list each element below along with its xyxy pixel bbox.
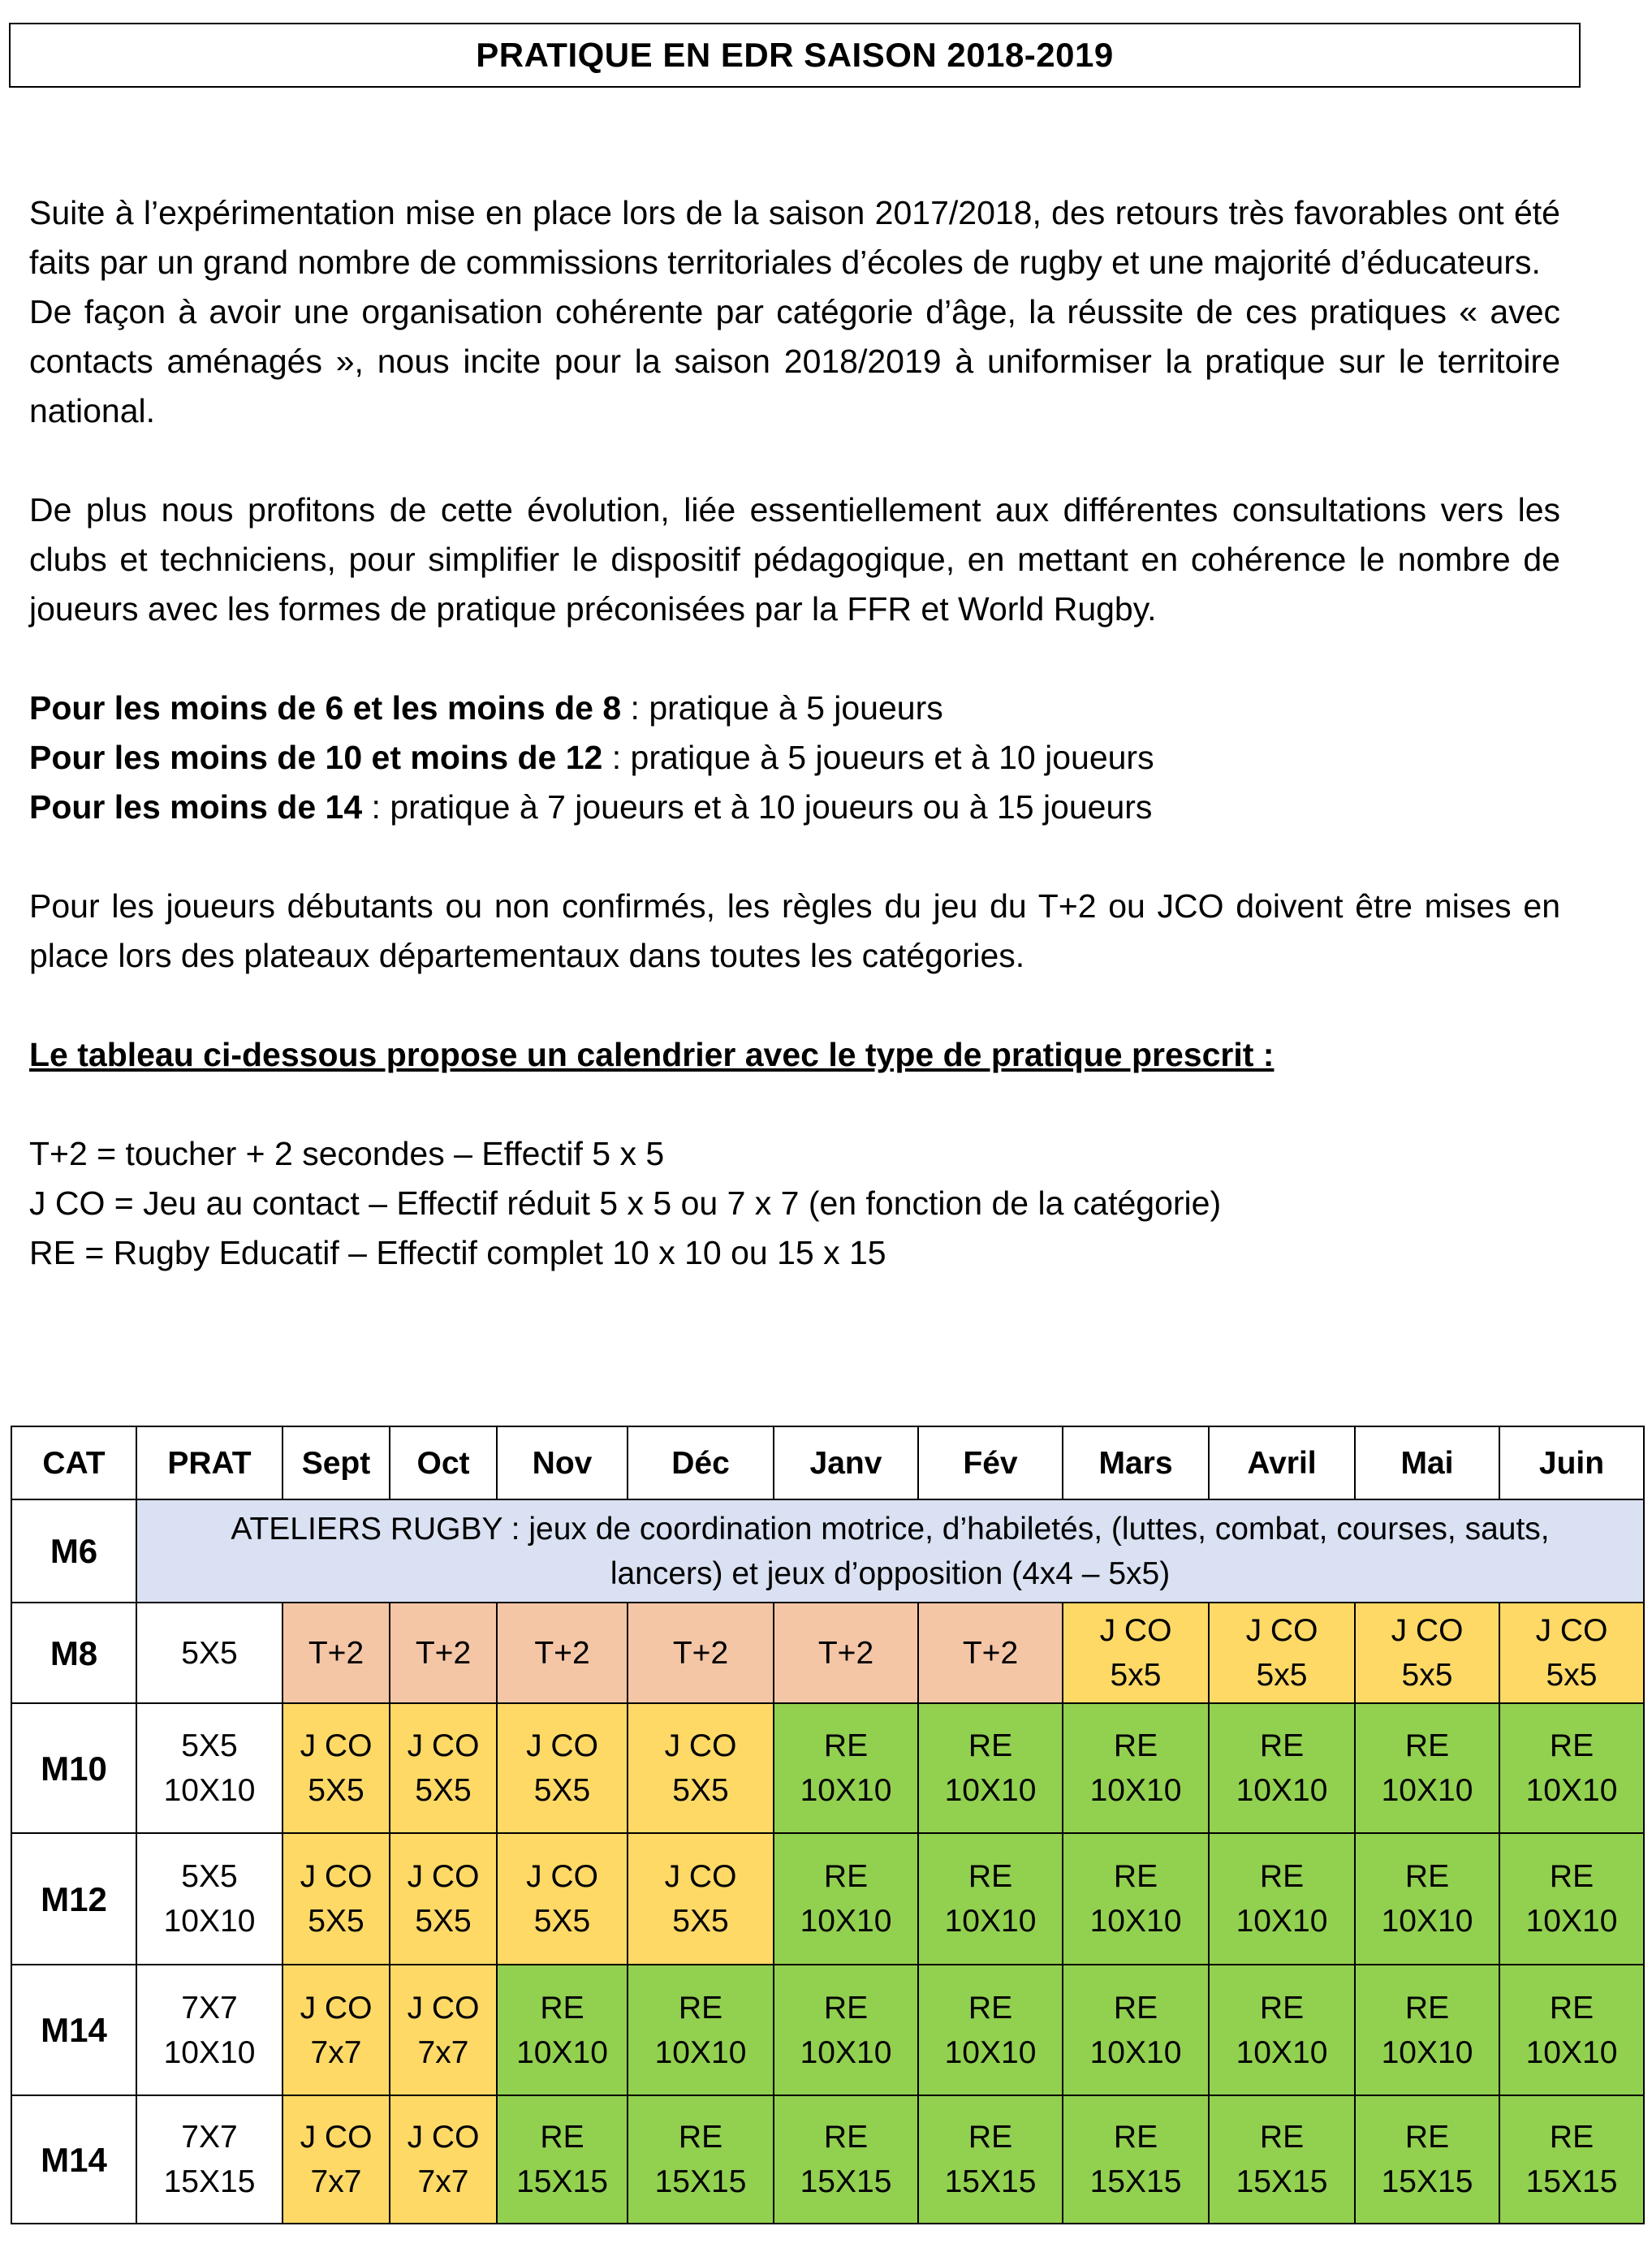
practice-cell-line: 15X15 bbox=[800, 2164, 892, 2199]
practice-format-line: 5X5 bbox=[181, 1859, 238, 1894]
month-practice-cell bbox=[1063, 1833, 1209, 1965]
practice-format-cell bbox=[136, 2095, 283, 2224]
header-cell: PRAT bbox=[136, 1426, 283, 1499]
practice-cell-line: RE bbox=[1259, 1728, 1305, 1763]
practice-cell-line: 5X5 bbox=[533, 1904, 591, 1939]
practice-cell-line: 5X5 bbox=[672, 1773, 729, 1808]
month-practice-cell bbox=[390, 1965, 497, 2095]
practice-cell-line: RE bbox=[823, 2120, 869, 2155]
ateliers-line: ATELIERS RUGBY : jeux de coordination motrice, d’habiletés, (luttes, combat, courses, sauts, bbox=[231, 1511, 1550, 1547]
document-title-box bbox=[9, 23, 1581, 88]
header-cell: Sept bbox=[283, 1426, 390, 1499]
practice-cell-line: RE bbox=[1113, 1859, 1158, 1894]
month-practice-cell bbox=[1209, 2095, 1355, 2224]
practice-cell-line: J CO bbox=[407, 1990, 480, 2026]
month-practice-cell bbox=[774, 1965, 918, 2095]
practice-format-line: 7X7 bbox=[181, 1990, 238, 2026]
month-practice-cell bbox=[774, 1833, 918, 1965]
month-practice-cell bbox=[1355, 1833, 1499, 1965]
practice-cell-line: 10X10 bbox=[516, 2034, 608, 2070]
practice-cell-line: 5x5 bbox=[1256, 1658, 1308, 1693]
practice-cell-line: J CO bbox=[300, 1728, 373, 1763]
month-practice-cell bbox=[628, 2095, 774, 2224]
practice-cell-line: RE bbox=[1549, 2120, 1594, 2155]
month-practice-cell bbox=[283, 1833, 390, 1965]
category-cell: M12 bbox=[11, 1833, 136, 1965]
month-practice-cell bbox=[1355, 1603, 1499, 1703]
practice-cell-line: 10X10 bbox=[1089, 2034, 1182, 2070]
month-practice-cell bbox=[1499, 1965, 1644, 2095]
month-practice-cell bbox=[390, 1833, 497, 1965]
practice-cell-line: RE bbox=[968, 1990, 1013, 2026]
practice-cell-line: 10X10 bbox=[944, 2034, 1037, 2070]
month-practice-cell bbox=[1209, 1603, 1355, 1703]
header-cell: Nov bbox=[497, 1426, 628, 1499]
paragraph-organisation: De façon à avoir une organisation cohérente par catégorie d’âge, la réussite de ces pratiques « avec contacts aménagés », nous incite pour la saison 2018/2019 à uniformiser la pratique sur le territoire national. bbox=[29, 293, 1560, 429]
paragraph-evolution: De plus nous profitons de cette évolution, liée essentiellement aux différentes consultations vers les clubs et techniciens, pour simplifier le dispositif pédagogique, en mettant en cohérence le nombre de joueurs avec les formes de pratique préconisées par la FFR et World Rugby. bbox=[29, 491, 1560, 628]
month-practice-cell bbox=[1063, 1603, 1209, 1703]
month-practice-cell bbox=[774, 1703, 918, 1833]
practice-cell-line: J CO bbox=[407, 1859, 480, 1894]
practice-cell-line: RE bbox=[1404, 1990, 1450, 2026]
practice-format-cell bbox=[136, 1965, 283, 2095]
practice-cell-line: J CO bbox=[300, 1859, 373, 1894]
month-practice-cell bbox=[774, 2095, 918, 2224]
practice-cell-line: T+2 bbox=[672, 1635, 729, 1671]
month-practice-cell bbox=[628, 1965, 774, 2095]
month-practice-cell bbox=[283, 1965, 390, 2095]
practice-cell-line: 5X5 bbox=[308, 1773, 364, 1808]
practice-cell-line: 10X10 bbox=[1525, 1773, 1618, 1808]
practice-cell-line: 10X10 bbox=[1089, 1904, 1182, 1939]
practice-cell-line: RE bbox=[968, 1859, 1013, 1894]
practice-cell-line: 10X10 bbox=[1381, 1904, 1473, 1939]
table-row-m14 bbox=[11, 1965, 1644, 2095]
practice-cell-line: RE bbox=[540, 2120, 584, 2155]
practice-cell-line: 15X15 bbox=[1525, 2164, 1618, 2199]
month-practice-cell bbox=[1499, 1603, 1644, 1703]
rule-label: Pour les moins de 14 bbox=[29, 788, 363, 826]
practice-cell-line: 10X10 bbox=[1236, 1773, 1328, 1808]
practice-cell-line: RE bbox=[1549, 1859, 1594, 1894]
rule-line bbox=[29, 684, 1560, 733]
practice-cell-line: RE bbox=[1549, 1728, 1594, 1763]
practice-cell-line: 5X5 bbox=[672, 1904, 729, 1939]
practice-cell-line: 5X5 bbox=[533, 1773, 591, 1808]
practice-cell-line: 10X10 bbox=[1525, 2034, 1618, 2070]
rule-label: Pour les moins de 6 et les moins de 8 bbox=[29, 689, 622, 727]
practice-cell-line: 10X10 bbox=[1525, 1904, 1618, 1939]
practice-cell-line: 5x5 bbox=[1401, 1658, 1453, 1693]
category-cell: M14 bbox=[11, 1965, 136, 2095]
practice-format-cell bbox=[136, 1603, 283, 1703]
rule-text: : pratique à 5 joueurs et à 10 joueurs bbox=[602, 739, 1154, 776]
practice-cell-line: 10X10 bbox=[1381, 2034, 1473, 2070]
category-cell: M6 bbox=[11, 1499, 136, 1603]
rule-line bbox=[29, 733, 1560, 783]
month-practice-cell bbox=[1499, 2095, 1644, 2224]
month-practice-cell bbox=[390, 1703, 497, 1833]
practice-cell-line: RE bbox=[678, 1990, 723, 2026]
header-cell: Déc bbox=[628, 1426, 774, 1499]
practice-cell-line: RE bbox=[1259, 2120, 1305, 2155]
month-practice-cell bbox=[497, 1833, 628, 1965]
table-intro-heading: Le tableau ci-dessous propose un calendrier avec le type de pratique prescrit : bbox=[29, 1036, 1275, 1073]
practice-cell-line: J CO bbox=[1099, 1613, 1172, 1648]
practice-cell-line: 15X15 bbox=[1381, 2164, 1473, 2199]
practice-cell-line: RE bbox=[1259, 1990, 1305, 2026]
ateliers-rugby-cell bbox=[136, 1499, 1644, 1603]
practice-cell-line: RE bbox=[1549, 1990, 1594, 2026]
header-cell: Mars bbox=[1063, 1426, 1209, 1499]
month-practice-cell bbox=[1063, 1965, 1209, 2095]
practice-cell-line: RE bbox=[1259, 1859, 1305, 1894]
practice-format-cell bbox=[136, 1833, 283, 1965]
month-practice-cell bbox=[1209, 1833, 1355, 1965]
rule-text: : pratique à 5 joueurs bbox=[621, 689, 943, 727]
category-cell: M14 bbox=[11, 2095, 136, 2224]
month-practice-cell bbox=[1355, 1965, 1499, 2095]
month-practice-cell bbox=[283, 1603, 390, 1703]
practice-cell-line: J CO bbox=[664, 1728, 737, 1763]
body-text bbox=[29, 188, 1560, 1278]
practice-cell-line: 5X5 bbox=[308, 1904, 364, 1939]
header-cell: Fév bbox=[918, 1426, 1063, 1499]
month-practice-cell bbox=[1209, 1965, 1355, 2095]
table-row-m14 bbox=[11, 2095, 1644, 2224]
practice-cell-line: T+2 bbox=[308, 1635, 364, 1671]
practice-cell-line: 5x5 bbox=[1110, 1658, 1162, 1693]
month-practice-cell bbox=[918, 1703, 1063, 1833]
practice-cell-line: J CO bbox=[1535, 1613, 1608, 1648]
practice-format-line: 10X10 bbox=[163, 1904, 256, 1939]
practice-cell-line: RE bbox=[1113, 1728, 1158, 1763]
month-practice-cell bbox=[628, 1703, 774, 1833]
rule-line bbox=[29, 783, 1560, 832]
rule-text: : pratique à 7 joueurs et à 10 joueurs ou à 15 joueurs bbox=[362, 788, 1153, 826]
table-header-row bbox=[11, 1426, 1644, 1499]
month-practice-cell bbox=[390, 1603, 497, 1703]
practice-cell-line: 10X10 bbox=[800, 1773, 892, 1808]
practice-cell-line: 5x5 bbox=[1546, 1658, 1598, 1693]
practice-cell-line: RE bbox=[823, 1728, 869, 1763]
month-practice-cell bbox=[628, 1833, 774, 1965]
practice-cell-line: RE bbox=[1404, 1859, 1450, 1894]
month-practice-cell bbox=[918, 1965, 1063, 2095]
practice-cell-line: J CO bbox=[1391, 1613, 1464, 1648]
rule-label: Pour les moins de 10 et moins de 12 bbox=[29, 739, 603, 776]
header-cell: Avril bbox=[1209, 1426, 1355, 1499]
month-practice-cell bbox=[497, 2095, 628, 2224]
month-practice-cell bbox=[918, 2095, 1063, 2224]
practice-format-line: 7X7 bbox=[181, 2120, 238, 2155]
header-cell: Mai bbox=[1355, 1426, 1499, 1499]
month-practice-cell bbox=[918, 1603, 1063, 1703]
practice-format-line: 5X5 bbox=[181, 1635, 238, 1671]
header-cell: Janv bbox=[774, 1426, 918, 1499]
practice-cell-line: 5X5 bbox=[415, 1904, 472, 1939]
month-practice-cell bbox=[774, 1603, 918, 1703]
practice-cell-line: J CO bbox=[526, 1728, 598, 1763]
month-practice-cell bbox=[497, 1603, 628, 1703]
practice-format-line: 15X15 bbox=[163, 2164, 256, 2199]
month-practice-cell bbox=[918, 1833, 1063, 1965]
header-cell: Oct bbox=[390, 1426, 497, 1499]
practice-cell-line: RE bbox=[1404, 1728, 1450, 1763]
month-practice-cell bbox=[1499, 1703, 1644, 1833]
practice-cell-line: 5X5 bbox=[415, 1773, 472, 1808]
month-practice-cell bbox=[1355, 2095, 1499, 2224]
practice-cell-line: 10X10 bbox=[654, 2034, 747, 2070]
practice-cell-line: J CO bbox=[664, 1859, 737, 1894]
practice-format-line: 5X5 bbox=[181, 1728, 238, 1763]
practice-calendar-table bbox=[11, 1426, 1645, 2224]
month-practice-cell bbox=[283, 2095, 390, 2224]
month-practice-cell bbox=[1499, 1833, 1644, 1965]
practice-format-line: 10X10 bbox=[163, 2034, 256, 2070]
table-row-m12 bbox=[11, 1833, 1644, 1965]
practice-cell-line: T+2 bbox=[962, 1635, 1019, 1671]
practice-cell-line: RE bbox=[540, 1990, 584, 2026]
legend-line: J CO = Jeu au contact – Effectif réduit 5 x 5 ou 7 x 7 (en fonction de la catégorie) bbox=[29, 1184, 1222, 1222]
practice-cell-line: RE bbox=[823, 1859, 869, 1894]
practice-cell-line: J CO bbox=[1245, 1613, 1318, 1648]
table-row-m8 bbox=[11, 1603, 1644, 1703]
practice-cell-line: 10X10 bbox=[944, 1904, 1037, 1939]
practice-cell-line: T+2 bbox=[534, 1635, 590, 1671]
month-practice-cell bbox=[1209, 1703, 1355, 1833]
month-practice-cell bbox=[390, 2095, 497, 2224]
practice-cell-line: 7x7 bbox=[310, 2164, 362, 2199]
practice-cell-line: 7x7 bbox=[417, 2034, 469, 2070]
practice-cell-line: 15X15 bbox=[944, 2164, 1037, 2199]
month-practice-cell bbox=[1063, 2095, 1209, 2224]
category-cell: M10 bbox=[11, 1703, 136, 1833]
legend-line: RE = Rugby Educatif – Effectif complet 10 x 10 ou 15 x 15 bbox=[29, 1234, 886, 1271]
paragraph-debutants: Pour les joueurs débutants ou non confirmés, les règles du jeu du T+2 ou JCO doivent être mises en place lors des plateaux départementaux dans toutes les catégories. bbox=[29, 887, 1560, 974]
practice-format-line: 10X10 bbox=[163, 1773, 256, 1808]
header-cell: CAT bbox=[11, 1426, 136, 1499]
practice-cell-line: 15X15 bbox=[654, 2164, 747, 2199]
practice-cell-line: RE bbox=[1113, 1990, 1158, 2026]
practice-cell-line: RE bbox=[678, 2120, 723, 2155]
month-practice-cell bbox=[628, 1603, 774, 1703]
practice-cell-line: RE bbox=[1113, 2120, 1158, 2155]
practice-cell-line: RE bbox=[968, 2120, 1013, 2155]
month-practice-cell bbox=[497, 1703, 628, 1833]
practice-cell-line: 10X10 bbox=[800, 2034, 892, 2070]
practice-cell-line: T+2 bbox=[817, 1635, 874, 1671]
practice-cell-line: 15X15 bbox=[516, 2164, 608, 2199]
month-practice-cell bbox=[283, 1703, 390, 1833]
legend-line: T+2 = toucher + 2 secondes – Effectif 5 x 5 bbox=[29, 1135, 665, 1172]
practice-cell-line: 10X10 bbox=[1236, 2034, 1328, 2070]
practice-cell-line: 7x7 bbox=[417, 2164, 469, 2199]
practice-format-cell bbox=[136, 1703, 283, 1833]
practice-cell-line: RE bbox=[823, 1990, 869, 2026]
practice-cell-line: J CO bbox=[407, 2120, 480, 2155]
practice-cell-line: 10X10 bbox=[1381, 1773, 1473, 1808]
paragraph-intro: Suite à l’expérimentation mise en place lors de la saison 2017/2018, des retours très favorables ont été faits par un grand nombre de commissions territoriales d’écoles de rugby et une majorité d’éducateurs. bbox=[29, 194, 1560, 281]
month-practice-cell bbox=[1063, 1703, 1209, 1833]
practice-cell-line: J CO bbox=[300, 2120, 373, 2155]
header-cell: Juin bbox=[1499, 1426, 1644, 1499]
practice-cell-line: J CO bbox=[526, 1859, 598, 1894]
practice-cell-line: J CO bbox=[407, 1728, 480, 1763]
category-cell: M8 bbox=[11, 1603, 136, 1703]
table-row-m6 bbox=[11, 1499, 1644, 1603]
table-row-m10 bbox=[11, 1703, 1644, 1833]
practice-cell-line: 10X10 bbox=[800, 1904, 892, 1939]
practice-cell-line: 7x7 bbox=[310, 2034, 362, 2070]
practice-cell-line: 15X15 bbox=[1236, 2164, 1328, 2199]
practice-cell-line: T+2 bbox=[415, 1635, 472, 1671]
practice-cell-line: 15X15 bbox=[1089, 2164, 1182, 2199]
ateliers-line: lancers) et jeux d’opposition (4x4 – 5x5) bbox=[610, 1555, 1171, 1591]
document-title: PRATIQUE EN EDR SAISON 2018-2019 bbox=[476, 36, 1114, 74]
practice-cell-line: 10X10 bbox=[1089, 1773, 1182, 1808]
practice-cell-line: RE bbox=[968, 1728, 1013, 1763]
month-practice-cell bbox=[497, 1965, 628, 2095]
month-practice-cell bbox=[1355, 1703, 1499, 1833]
practice-cell-line: 10X10 bbox=[1236, 1904, 1328, 1939]
practice-cell-line: RE bbox=[1404, 2120, 1450, 2155]
practice-cell-line: J CO bbox=[300, 1990, 373, 2026]
practice-cell-line: 10X10 bbox=[944, 1773, 1037, 1808]
